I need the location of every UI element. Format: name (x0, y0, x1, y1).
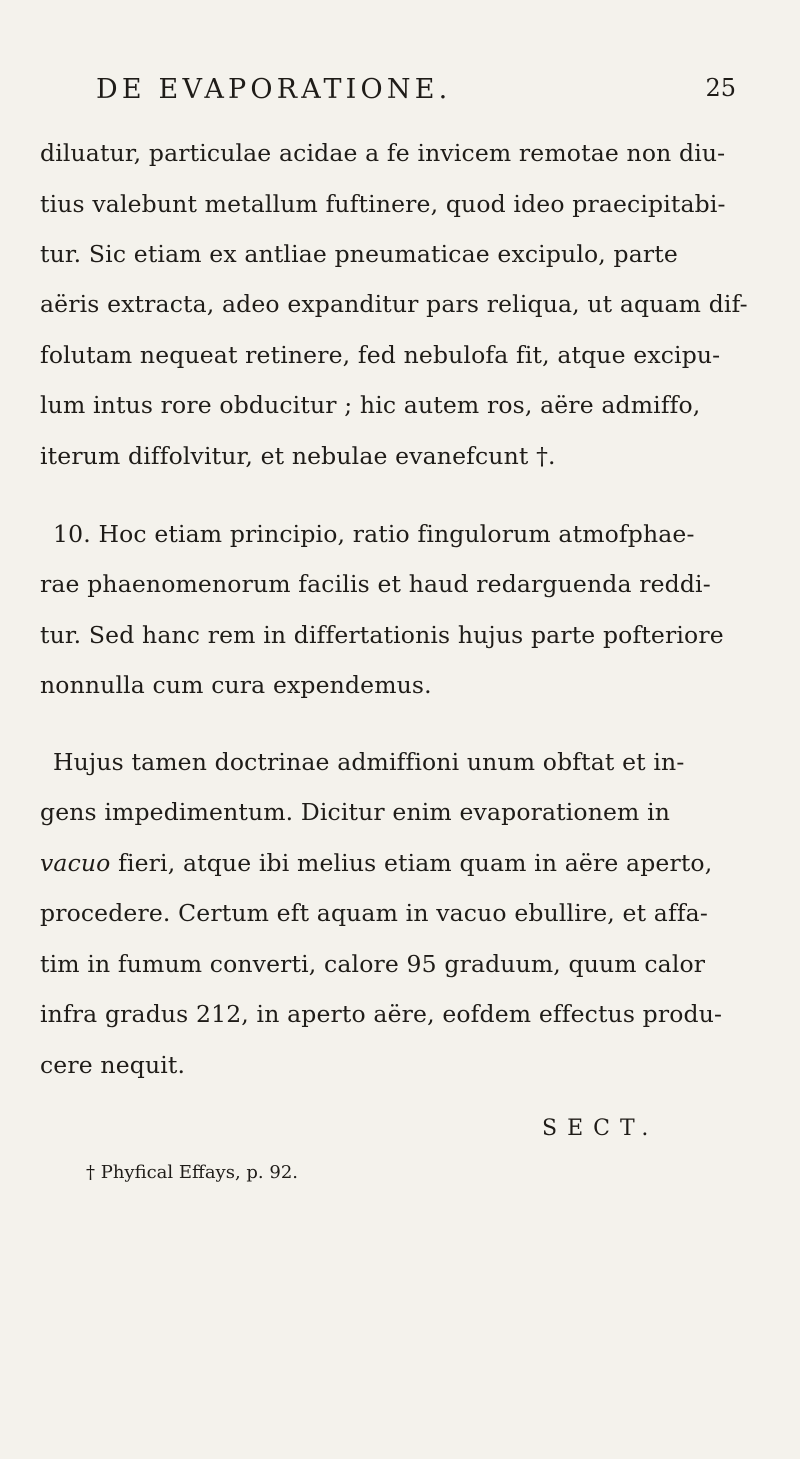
italic-word: vacuo (40, 849, 111, 877)
paragraph-10-line: 10. Hoc etiam principio, ratio fingulorum atmofphae- (53, 520, 695, 548)
text-line: tur. Sic etiam ex antliae pneumaticae excipulo, parte (40, 240, 678, 268)
text-line: rae phaenomenorum facilis et haud redarguenda reddi- (40, 570, 711, 598)
page-number: 25 (705, 74, 736, 102)
paragraph-line: Hujus tamen doctrinae admiffioni unum obftat et in- (53, 748, 685, 776)
running-title: DE EVAPORATIONE. (96, 74, 452, 105)
text-line: lum intus rore obducitur ; hic autem ros, aëre admiffo, (40, 391, 701, 419)
text-line: tim in fumum converti, calore 95 graduum, quum calor (40, 950, 706, 978)
text-line: procedere. Certum eft aquam in vacuo ebullire, et affa- (40, 899, 708, 927)
footnote: † Phyfical Effays, p. 92. (86, 1162, 298, 1183)
text-line: vacuo fieri, atque ibi melius etiam quam in aëre aperto, (40, 849, 713, 877)
text-line: diluatur, particulae acidae a fe invicem remotae non diu- (40, 139, 726, 167)
text-line: tius valebunt metallum fuftinere, quod ideo praecipitabi- (40, 190, 726, 218)
text-line: aëris extracta, adeo expanditur pars reliqua, ut aquam dif- (40, 290, 748, 318)
page-header (96, 74, 736, 114)
text-line: iterum diffolvitur, et nebulae evanefcunt †. (40, 442, 556, 470)
text-line: infra gradus 212, in aperto aëre, eofdem effectus produ- (40, 1000, 723, 1028)
text-line: nonnulla cum cura expendemus. (40, 671, 432, 699)
text-line: tur. Sed hanc rem in differtationis hujus parte pofteriore (40, 621, 724, 649)
text-line: cere nequit. (40, 1051, 186, 1079)
text-line: gens impedimentum. Dicitur enim evaporationem in (40, 798, 671, 826)
catchword: SECT. (542, 1116, 659, 1141)
text-line: folutam nequeat retinere, fed nebulofa fit, atque excipu- (40, 341, 721, 369)
